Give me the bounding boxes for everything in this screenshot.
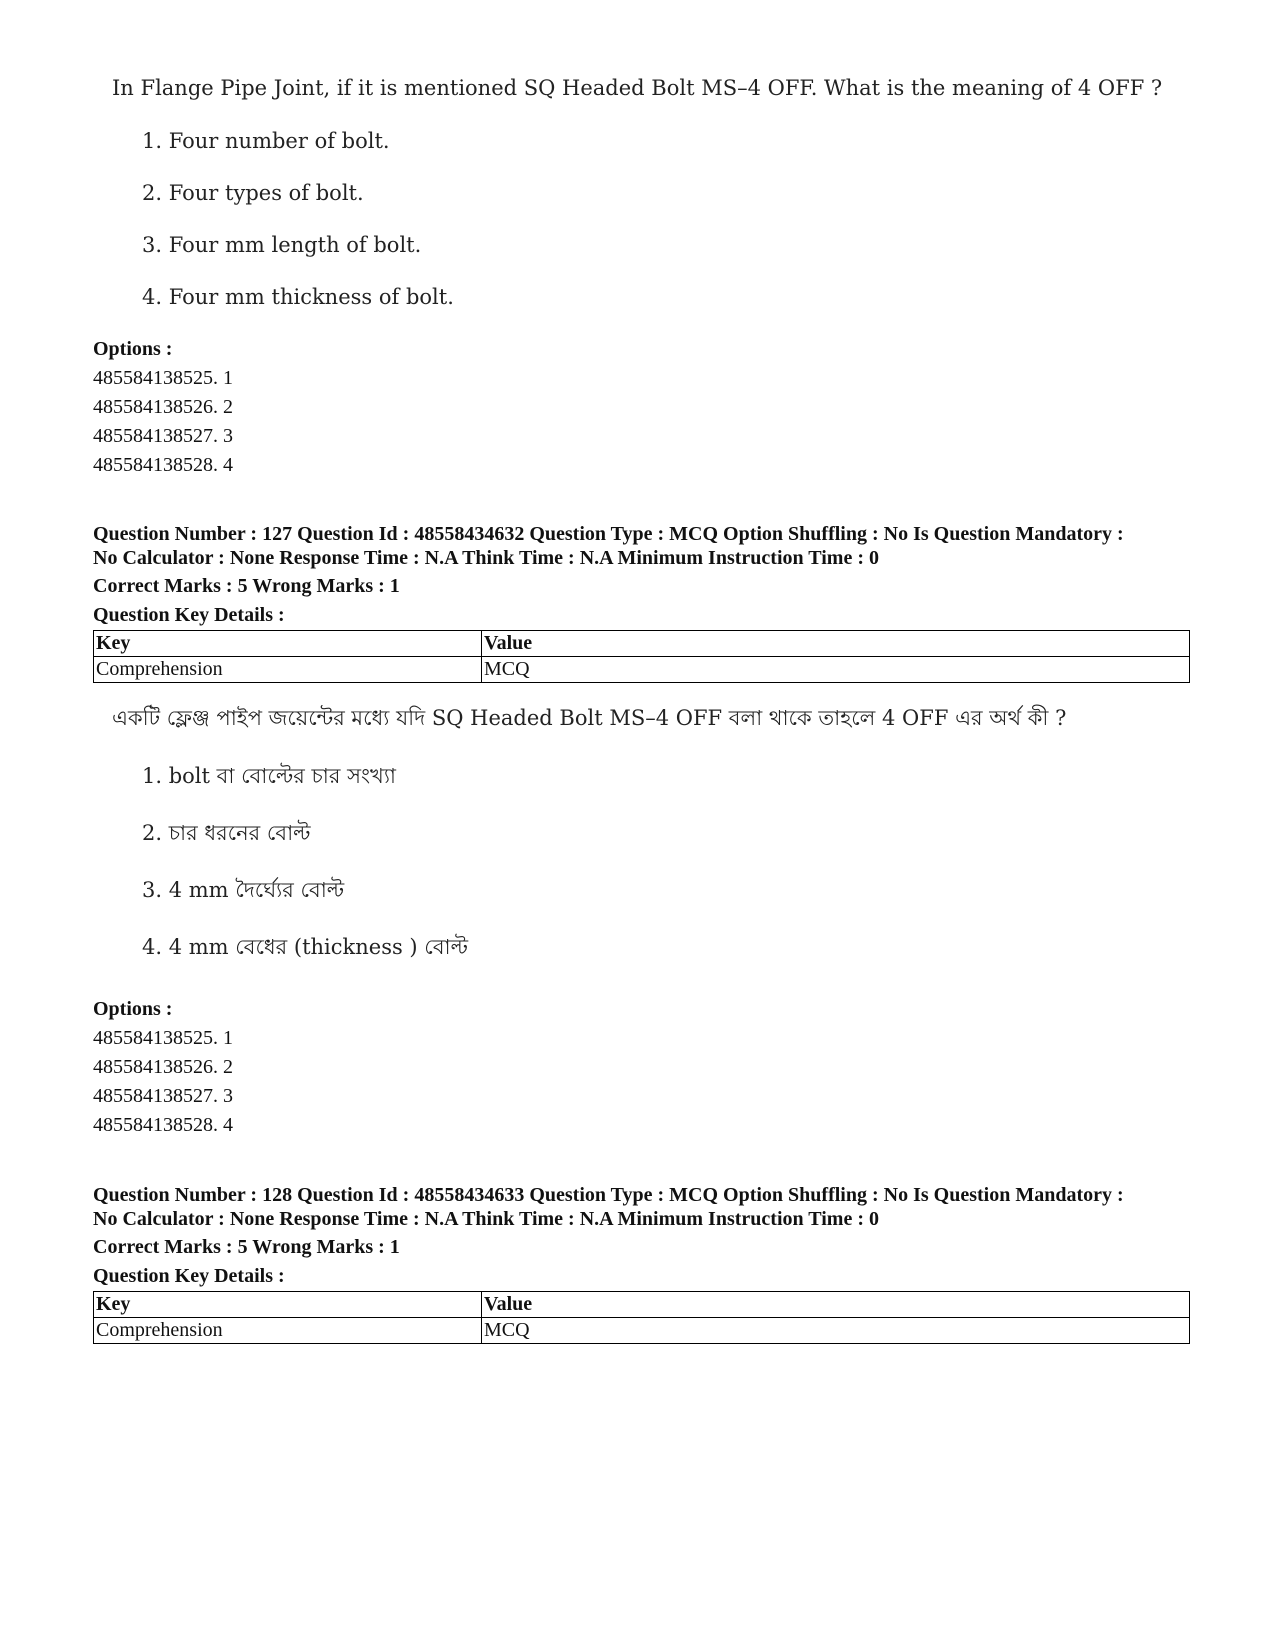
key-details-label: Question Key Details : bbox=[93, 604, 285, 626]
option-item: 485584138528. 4 bbox=[93, 1114, 233, 1136]
question-126-options bbox=[93, 335, 1190, 480]
question-126-choice-4: 4. Four mm thickness of bolt. bbox=[142, 285, 454, 309]
table-header-value: Value bbox=[482, 631, 1190, 657]
question-meta-line-1: Question Number : 127 Question Id : 48558434632 Question Type : MCQ Option Shuffling : No Is Question Mandatory : bbox=[93, 523, 1124, 545]
question-127-choice-2: 2. চার ধরনের বোল্ট bbox=[142, 821, 311, 845]
key-details-table bbox=[93, 630, 1190, 683]
question-126-choice-3: 3. Four mm length of bolt. bbox=[142, 233, 422, 257]
question-meta-line-1: Question Number : 128 Question Id : 48558434633 Question Type : MCQ Option Shuffling : No Is Question Mandatory : bbox=[93, 1184, 1124, 1206]
options-label: Options : bbox=[93, 998, 173, 1020]
question-meta-line-2: No Calculator : None Response Time : N.A Think Time : N.A Minimum Instruction Time : 0 bbox=[93, 547, 879, 569]
question-127-text: একটি ফ্লেঞ্জ পাইপ জয়েন্টের মধ্যে যদি SQ Headed Bolt MS–4 OFF বলা থাকে তাহলে 4 OFF এর অর্থ কী ? bbox=[112, 706, 1067, 730]
option-item: 485584138526. 2 bbox=[93, 396, 233, 418]
options-label: Options : bbox=[93, 338, 173, 360]
option-item: 485584138525. 1 bbox=[93, 367, 233, 389]
option-item: 485584138525. 1 bbox=[93, 1027, 233, 1049]
option-item: 485584138526. 2 bbox=[93, 1056, 233, 1078]
question-127-header bbox=[93, 522, 1190, 683]
question-127-choice-4: 4. 4 mm বেধের (thickness ) বোল্ট bbox=[142, 935, 469, 959]
table-cell-value: MCQ bbox=[482, 657, 1190, 683]
key-details-table bbox=[93, 1291, 1190, 1344]
option-item: 485584138527. 3 bbox=[93, 1085, 233, 1107]
marks-line: Correct Marks : 5 Wrong Marks : 1 bbox=[93, 1236, 400, 1258]
question-127-choice-1: 1. bolt বা বোল্টের চার সংখ্যা bbox=[142, 764, 396, 788]
question-127-options bbox=[93, 995, 1190, 1140]
table-header-row bbox=[94, 631, 1190, 657]
question-meta-line-2: No Calculator : None Response Time : N.A Think Time : N.A Minimum Instruction Time : 0 bbox=[93, 1208, 879, 1230]
table-cell-key: Comprehension bbox=[94, 1318, 482, 1344]
question-126-text: In Flange Pipe Joint, if it is mentioned SQ Headed Bolt MS–4 OFF. What is the meaning of 4 OFF ? bbox=[112, 76, 1163, 100]
table-cell-key: Comprehension bbox=[94, 657, 482, 683]
question-127-choice-3: 3. 4 mm দৈর্ঘ্যের বোল্ট bbox=[142, 878, 345, 902]
question-126-choice-1: 1. Four number of bolt. bbox=[142, 129, 390, 153]
question-126-choice-2: 2. Four types of bolt. bbox=[142, 181, 364, 205]
option-item: 485584138528. 4 bbox=[93, 454, 233, 476]
marks-line: Correct Marks : 5 Wrong Marks : 1 bbox=[93, 575, 400, 597]
table-header-key: Key bbox=[94, 1292, 482, 1318]
table-cell-value: MCQ bbox=[482, 1318, 1190, 1344]
table-header-row bbox=[94, 1292, 1190, 1318]
option-item: 485584138527. 3 bbox=[93, 425, 233, 447]
table-row bbox=[94, 657, 1190, 683]
table-header-value: Value bbox=[482, 1292, 1190, 1318]
question-128-header bbox=[93, 1183, 1190, 1344]
table-header-key: Key bbox=[94, 631, 482, 657]
key-details-label: Question Key Details : bbox=[93, 1265, 285, 1287]
table-row bbox=[94, 1318, 1190, 1344]
